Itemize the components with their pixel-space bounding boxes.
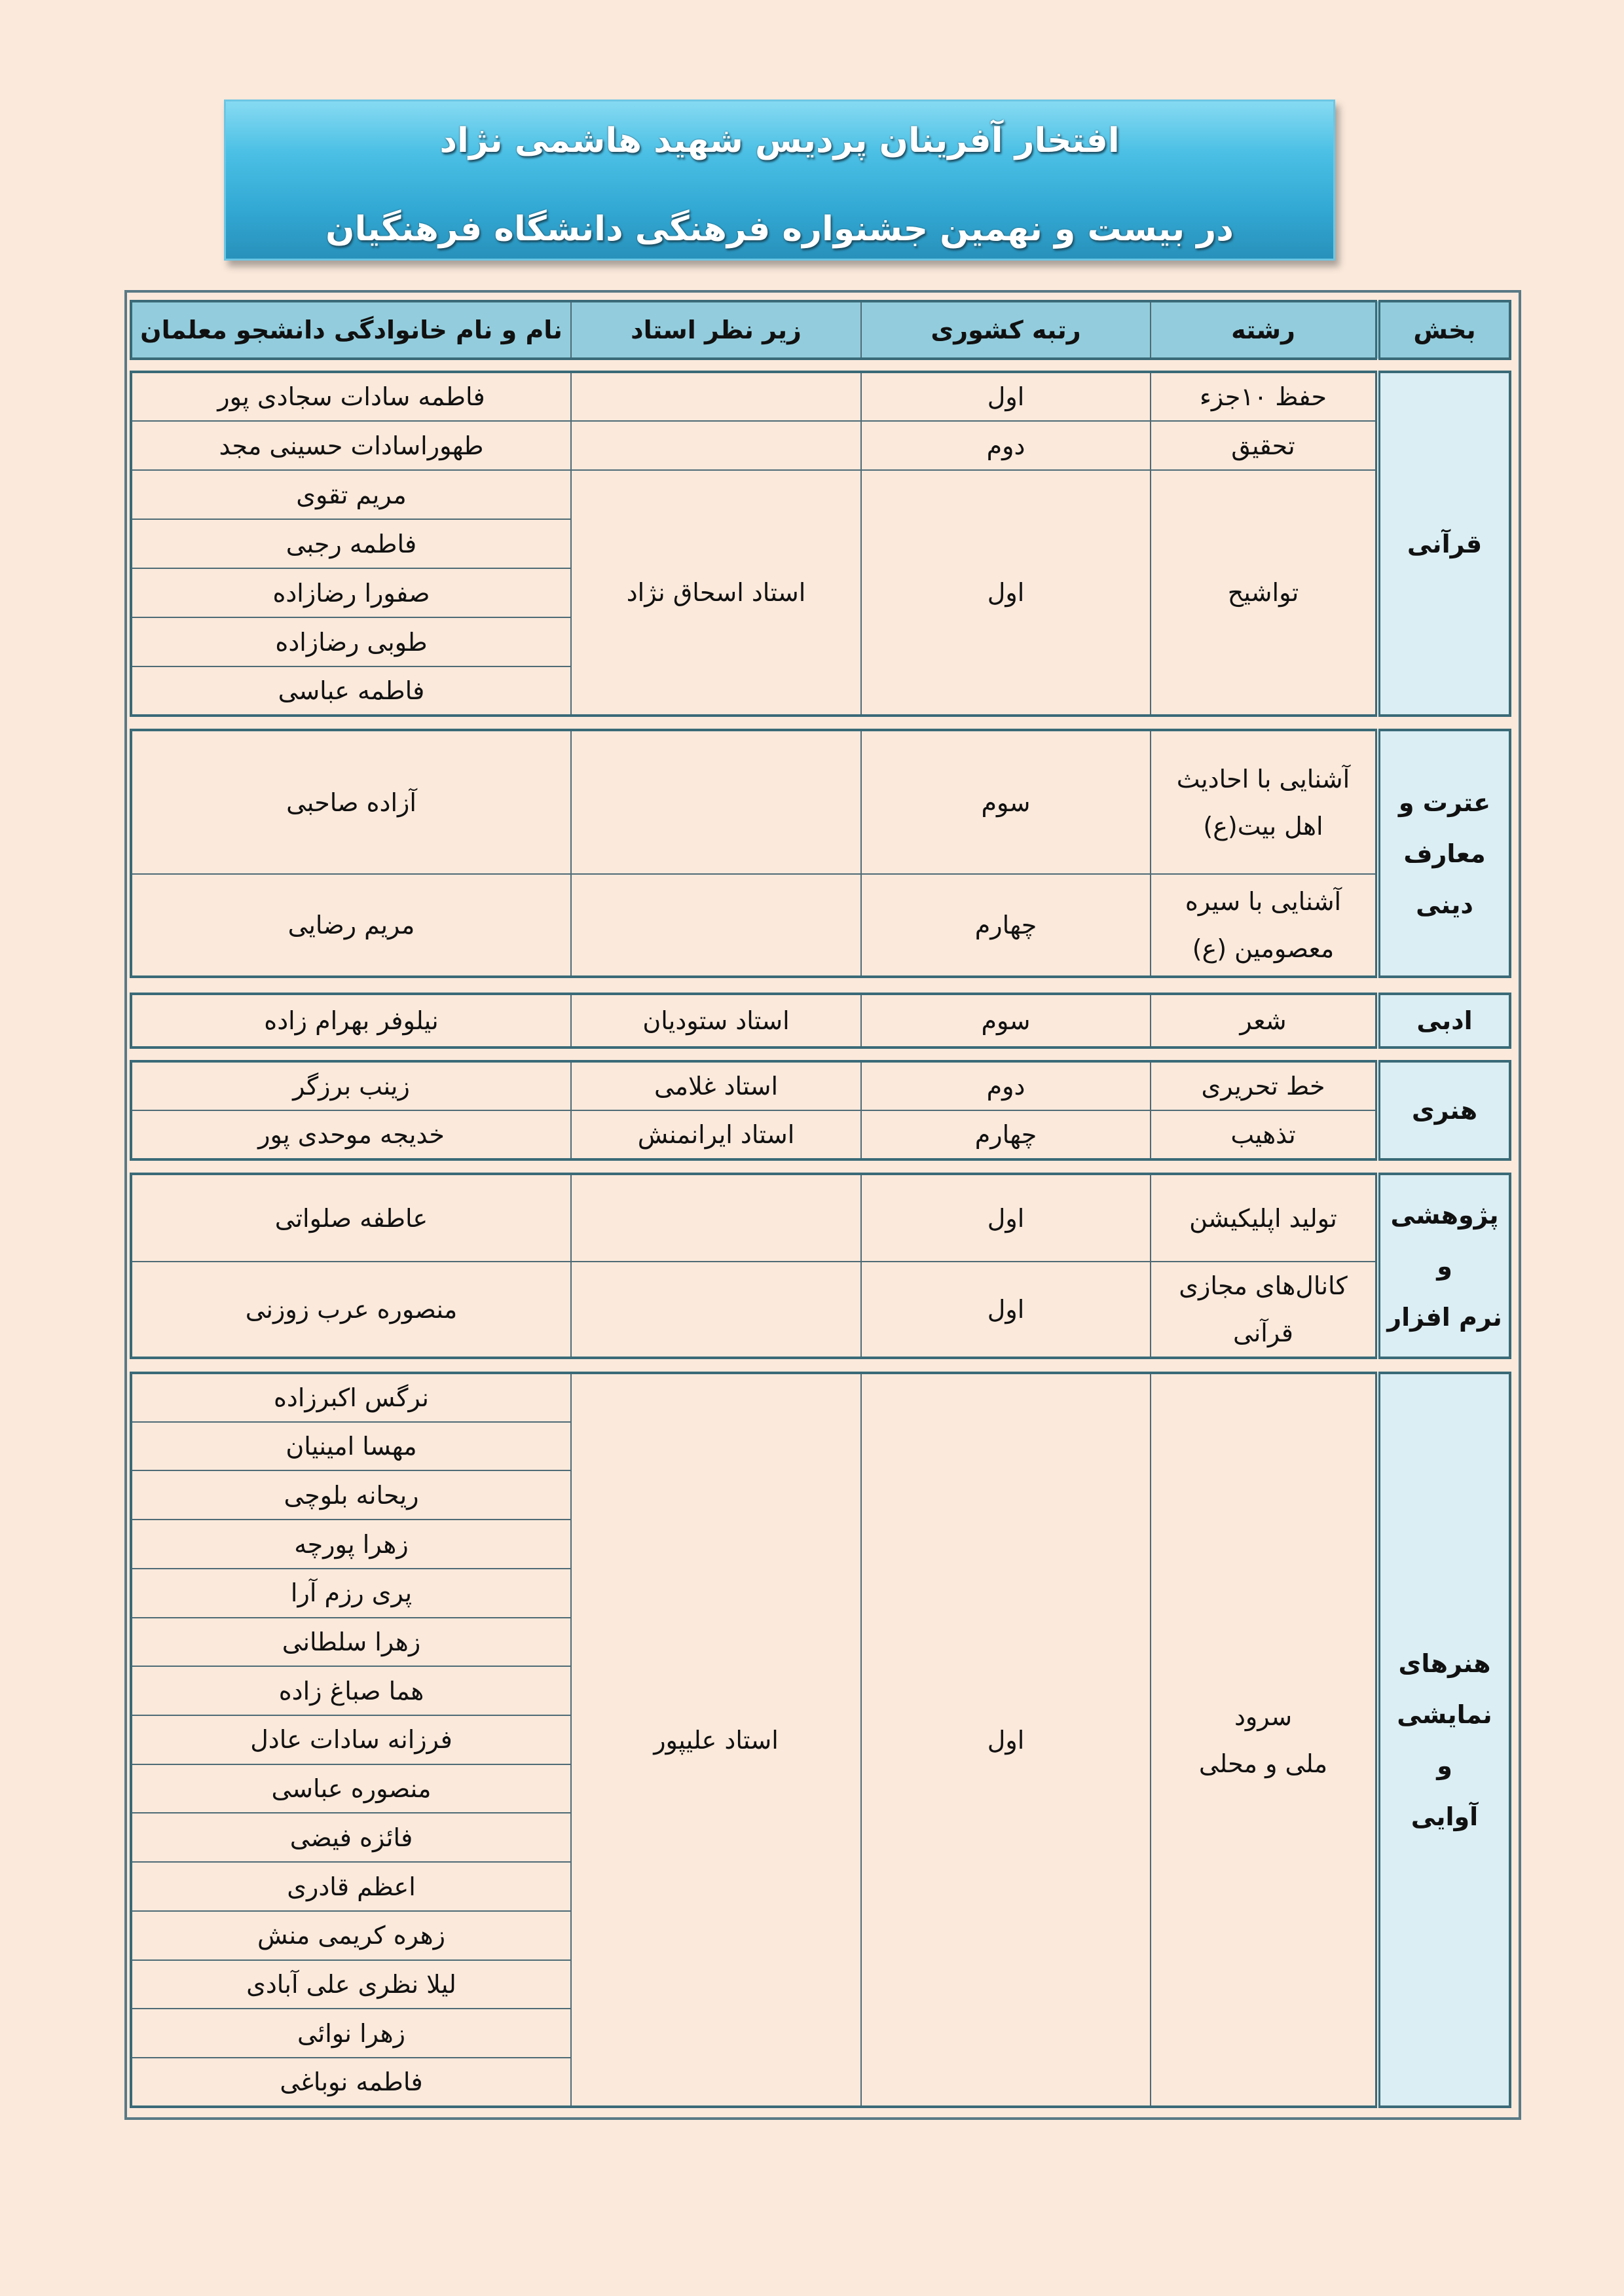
student-name-cell: مریم تقوی — [131, 470, 571, 519]
header-field: رشته — [1151, 301, 1378, 359]
section-label-line: دینی — [1416, 890, 1473, 919]
student-name-cell: فاطمه عباسی — [131, 666, 571, 716]
student-name-cell: خدیجه موحدی پور — [131, 1110, 571, 1159]
section-label-line: قرآنی — [1407, 529, 1483, 558]
field-label-line: تذهیب — [1230, 1120, 1296, 1149]
field-label-line: قرآنی — [1233, 1319, 1293, 1347]
rank-cell: چهارم — [861, 1110, 1151, 1159]
rank-cell: اول — [861, 470, 1151, 716]
field-label-line: تواشیح — [1227, 578, 1299, 607]
rank-cell: چهارم — [861, 874, 1151, 977]
section-cell — [1378, 1061, 1510, 1159]
student-name-cell: طوبی رضازاده — [131, 617, 571, 666]
rank-cell: اول — [861, 1262, 1151, 1358]
header-rank: رتبه کشوری — [861, 301, 1151, 359]
student-name-cell: زهرا نوائی — [131, 2009, 571, 2058]
field-cell — [1151, 421, 1378, 470]
field-label-line: ملی و محلی — [1198, 1749, 1328, 1778]
rank-cell: اول — [861, 1174, 1151, 1262]
field-cell — [1151, 1110, 1378, 1159]
supervisor-cell: استاد غلامی — [571, 1061, 861, 1110]
group-adabi — [130, 993, 1511, 1049]
field-label-line: سرود — [1234, 1702, 1293, 1731]
field-label-line: آشنایی با سیره — [1185, 887, 1342, 916]
field-cell — [1151, 730, 1378, 874]
section-label-line: ادبی — [1416, 1006, 1473, 1035]
supervisor-cell: استاد ستودیان — [571, 994, 861, 1048]
section-label-line: هنری — [1411, 1096, 1478, 1125]
field-label-line: شعر — [1240, 1006, 1287, 1035]
field-cell — [1151, 1373, 1378, 2107]
field-cell — [1151, 470, 1378, 716]
title-banner — [224, 100, 1335, 261]
rank-cell: دوم — [861, 421, 1151, 470]
field-label-line: خط تحریری — [1201, 1072, 1325, 1101]
student-name-cell: لیلا نظری علی آبادی — [131, 1960, 571, 2009]
field-label-line: حفظ ۱۰جزء — [1199, 382, 1327, 411]
field-cell — [1151, 1262, 1378, 1358]
results-table-frame — [124, 290, 1521, 2120]
student-name-cell: طهوراسادات حسینی مجد — [131, 421, 571, 470]
student-name-cell: زینب برزگر — [131, 1061, 571, 1110]
group-research-software — [130, 1173, 1511, 1359]
student-name-cell: پری رزم آرا — [131, 1569, 571, 1618]
rank-cell: سوم — [861, 730, 1151, 874]
supervisor-cell — [571, 372, 861, 421]
section-label-line: نمایشی — [1397, 1700, 1492, 1729]
student-name-cell: مهسا امینیان — [131, 1422, 571, 1471]
supervisor-cell — [571, 1174, 861, 1262]
supervisor-cell: استاد ایرانمنش — [571, 1110, 861, 1159]
section-label-line: و — [1437, 1251, 1452, 1281]
section-label-line: نرم افزار — [1387, 1302, 1502, 1332]
supervisor-cell: استاد علیپور — [571, 1373, 861, 2107]
student-name-cell: منصوره عباسی — [131, 1764, 571, 1813]
student-name-cell: فاطمه رجبی — [131, 519, 571, 568]
field-cell — [1151, 1061, 1378, 1110]
supervisor-cell — [571, 1262, 861, 1358]
field-label-line: اهل بیت(ع) — [1203, 811, 1323, 841]
student-name-cell: منصوره عرب زوزنی — [131, 1262, 571, 1358]
student-name-cell: زهره کریمی منش — [131, 1911, 571, 1960]
student-name-cell: ریحانه بلوچی — [131, 1470, 571, 1520]
student-name-cell: صفورا رضازاده — [131, 568, 571, 617]
rank-cell: اول — [861, 1373, 1151, 2107]
header-supervisor: زیر نظر استاد — [571, 301, 861, 359]
field-label-line: آشنایی با احادیث — [1176, 764, 1350, 793]
student-name-cell: نرگس اکبرزاده — [131, 1373, 571, 1422]
section-label-line: پژوهشی — [1390, 1200, 1499, 1230]
table-header — [130, 300, 1511, 360]
section-label-line: آوایی — [1411, 1802, 1479, 1831]
section-label-line: عترت و — [1398, 788, 1491, 817]
student-name-cell: فرزانه سادات عادل — [131, 1715, 571, 1764]
group-quranic — [130, 371, 1511, 717]
student-name-cell: عاطفه صلواتی — [131, 1174, 571, 1262]
section-cell — [1378, 1373, 1510, 2107]
student-name-cell: نیلوفر بهرام زاده — [131, 994, 571, 1048]
title-line-2: در بیست و نهمین جشنواره فرهنگی دانشگاه فرهنگیان — [325, 210, 1234, 249]
rank-cell: دوم — [861, 1061, 1151, 1110]
field-cell — [1151, 994, 1378, 1048]
supervisor-cell: استاد اسحاق نژاد — [571, 470, 861, 716]
field-cell — [1151, 1174, 1378, 1262]
section-label-line: و — [1437, 1751, 1452, 1780]
header-section: بخش — [1378, 301, 1510, 359]
field-label-line: کانال‌های مجازی — [1179, 1271, 1348, 1300]
student-name-cell: اعظم قادری — [131, 1862, 571, 1911]
student-name-cell: مریم رضایی — [131, 874, 571, 977]
section-label-line: هنرهای — [1398, 1649, 1491, 1678]
field-label-line: تحقیق — [1231, 431, 1295, 460]
supervisor-cell — [571, 421, 861, 470]
student-name-cell: زهرا پورچه — [131, 1520, 571, 1569]
field-label-line: تولید اپلیکیشن — [1189, 1203, 1337, 1233]
title-line-1: افتخار آفرینان پردیس شهید هاشمی نژاد — [439, 121, 1120, 160]
field-cell — [1151, 372, 1378, 421]
section-cell — [1378, 730, 1510, 977]
field-label-line: معصومین (ع) — [1192, 934, 1335, 963]
section-label-line: معارف — [1403, 839, 1486, 868]
supervisor-cell — [571, 730, 861, 874]
student-name-cell: زهرا سلطانی — [131, 1618, 571, 1667]
supervisor-cell — [571, 874, 861, 977]
group-etrat — [130, 729, 1511, 978]
section-cell — [1378, 372, 1510, 716]
student-name-cell: فائزه فیضی — [131, 1813, 571, 1862]
student-name-cell: هما صباغ زاده — [131, 1666, 571, 1715]
rank-cell: سوم — [861, 994, 1151, 1048]
section-cell — [1378, 1174, 1510, 1358]
student-name-cell: فاطمه نوباغی — [131, 2058, 571, 2107]
section-cell — [1378, 994, 1510, 1048]
student-name-cell: آزاده صاحبی — [131, 730, 571, 874]
rank-cell: اول — [861, 372, 1151, 421]
field-cell — [1151, 874, 1378, 977]
header-student-name: نام و نام خانوادگی دانشجو معلمان — [131, 301, 571, 359]
student-name-cell: فاطمه سادات سجادی پور — [131, 372, 571, 421]
group-honari — [130, 1060, 1511, 1161]
group-performing-arts — [130, 1372, 1511, 2108]
